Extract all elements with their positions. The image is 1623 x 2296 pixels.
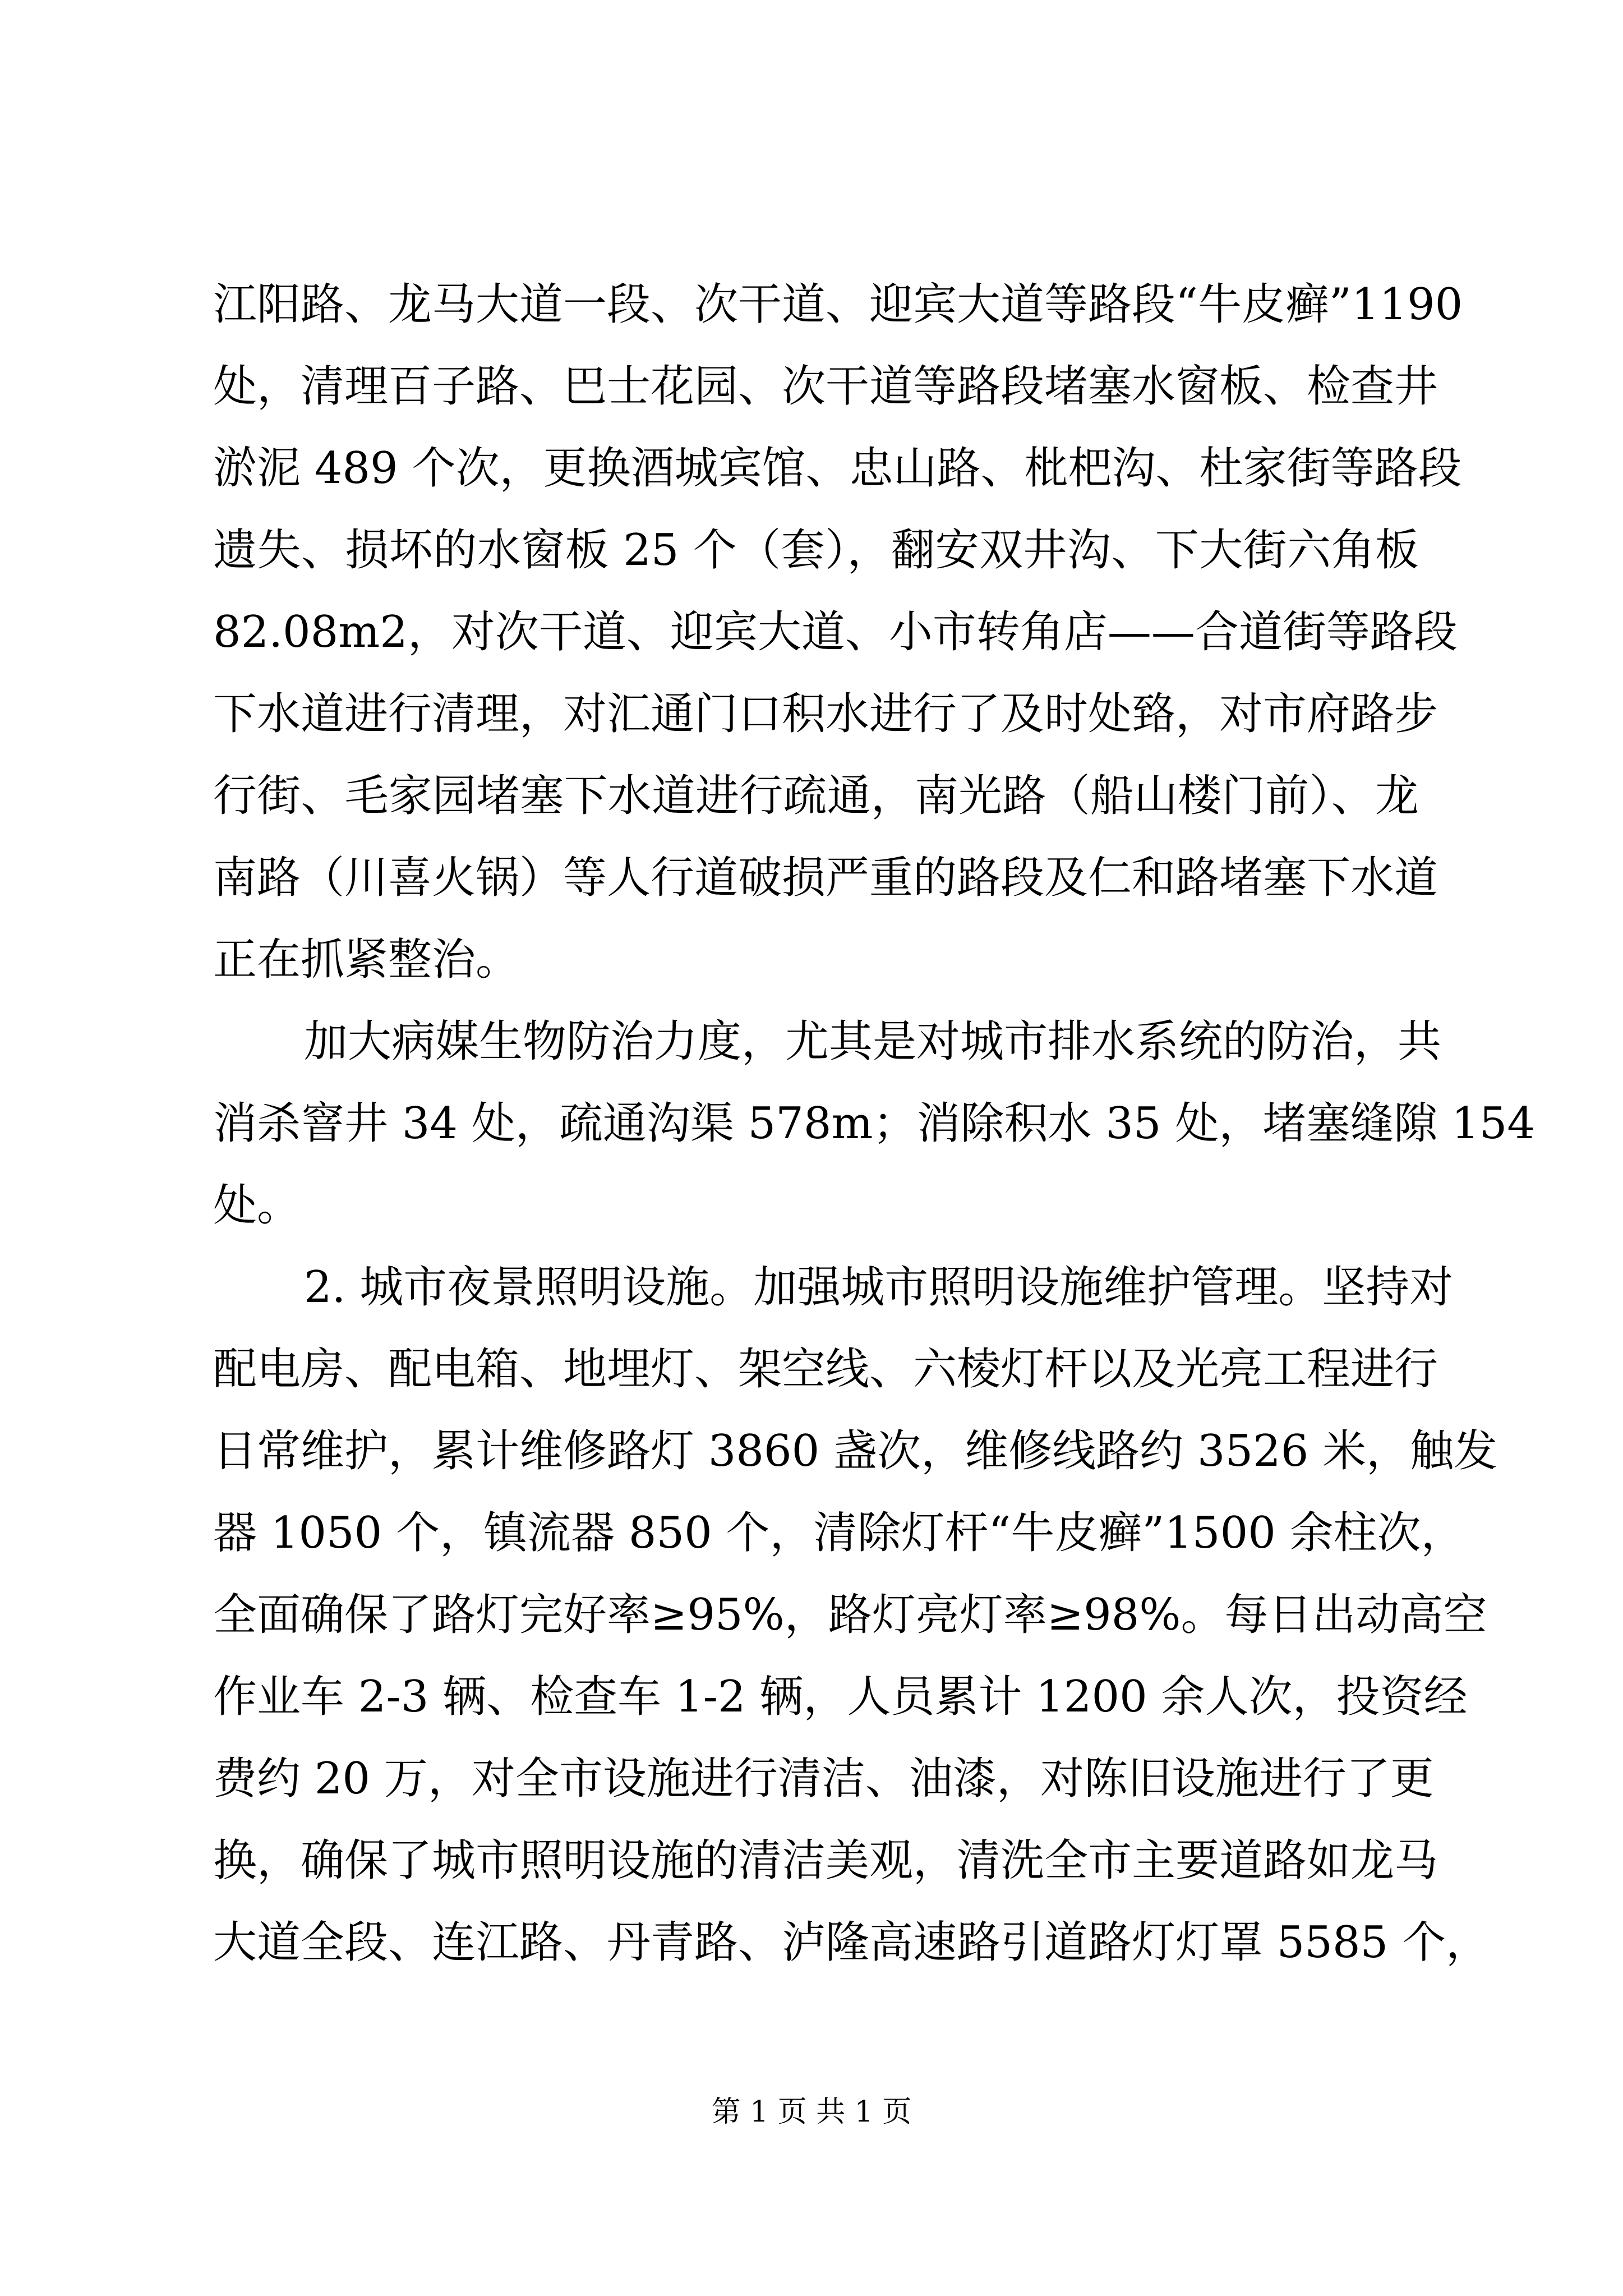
text-line: 南路（川喜火锅）等人行道破损严重的路段及仁和路堵塞下水道 — [213, 853, 1438, 903]
text-line: 消杀窨井 34 处，疏通沟渠 578m；消除积水 35 处，堵塞缝隙 154 — [213, 1098, 1535, 1149]
text-line: 82.08m2，对次干道、迎宾大道、小市转角店——合道街等路段 — [213, 607, 1458, 657]
text-line: 处。 — [213, 1180, 301, 1231]
text-line: 下水道进行清理，对汇通门口积水进行了及时处臵，对市府路步 — [213, 689, 1438, 739]
text-line: 江阳路、龙马大道一段、次干道、迎宾大道等路段“牛皮癣”1190 — [213, 279, 1463, 330]
text-line: 配电房、配电箱、地埋灯、架空线、六棱灯杆以及光亮工程进行 — [213, 1344, 1438, 1395]
paragraph — [213, 1001, 1535, 1246]
text-line: 换，确保了城市照明设施的清洁美观，清洗全市主要道路如龙马 — [213, 1835, 1438, 1886]
document-body — [213, 264, 1535, 1984]
text-line: 行街、毛家园堵塞下水道进行疏通，南光路（船山楼门前）、龙 — [213, 771, 1419, 821]
text-line: 全面确保了路灯完好率≥95%，路灯亮灯率≥98%。每日出动高空 — [213, 1590, 1487, 1640]
text-line: 正在抓紧整治。 — [213, 935, 520, 985]
text-line: 遗失、损坏的水窗板 25 个（套），翻安双井沟、下大街六角板 — [213, 525, 1419, 576]
text-line: 大道全段、连江路、丹青路、泸隆高速路引道路灯灯罩 5585 个， — [213, 1917, 1490, 1968]
text-line: 加大病媒生物防治力度，尤其是对城市排水系统的防治，共 — [304, 1016, 1442, 1067]
text-line: 淤泥 489 个次，更换酒城宾馆、忠山路、枇杷沟、杜家街等路段 — [213, 443, 1462, 494]
paragraph — [213, 264, 1463, 1001]
text-line: 日常维护，累计维修路灯 3860 盏次，维修线路约 3526 米，触发 — [213, 1426, 1498, 1476]
paragraph — [213, 1246, 1498, 1984]
text-line: 处，清理百子路、巴士花园、次干道等路段堵塞水窗板、检查井 — [213, 361, 1438, 412]
text-line: 器 1050 个，镇流器 850 个，清除灯杆“牛皮癣”1500 余柱次， — [213, 1508, 1465, 1558]
text-line: 2. 城市夜景照明设施。加强城市照明设施维护管理。坚持对 — [304, 1262, 1454, 1313]
page-footer: 第 1 页 共 1 页 — [711, 2095, 912, 2129]
text-line: 作业车 2-3 辆、检查车 1-2 辆，人员累计 1200 余人次，投资经 — [213, 1672, 1468, 1722]
text-line: 费约 20 万，对全市设施进行清洁、油漆，对陈旧设施进行了更 — [213, 1754, 1434, 1804]
